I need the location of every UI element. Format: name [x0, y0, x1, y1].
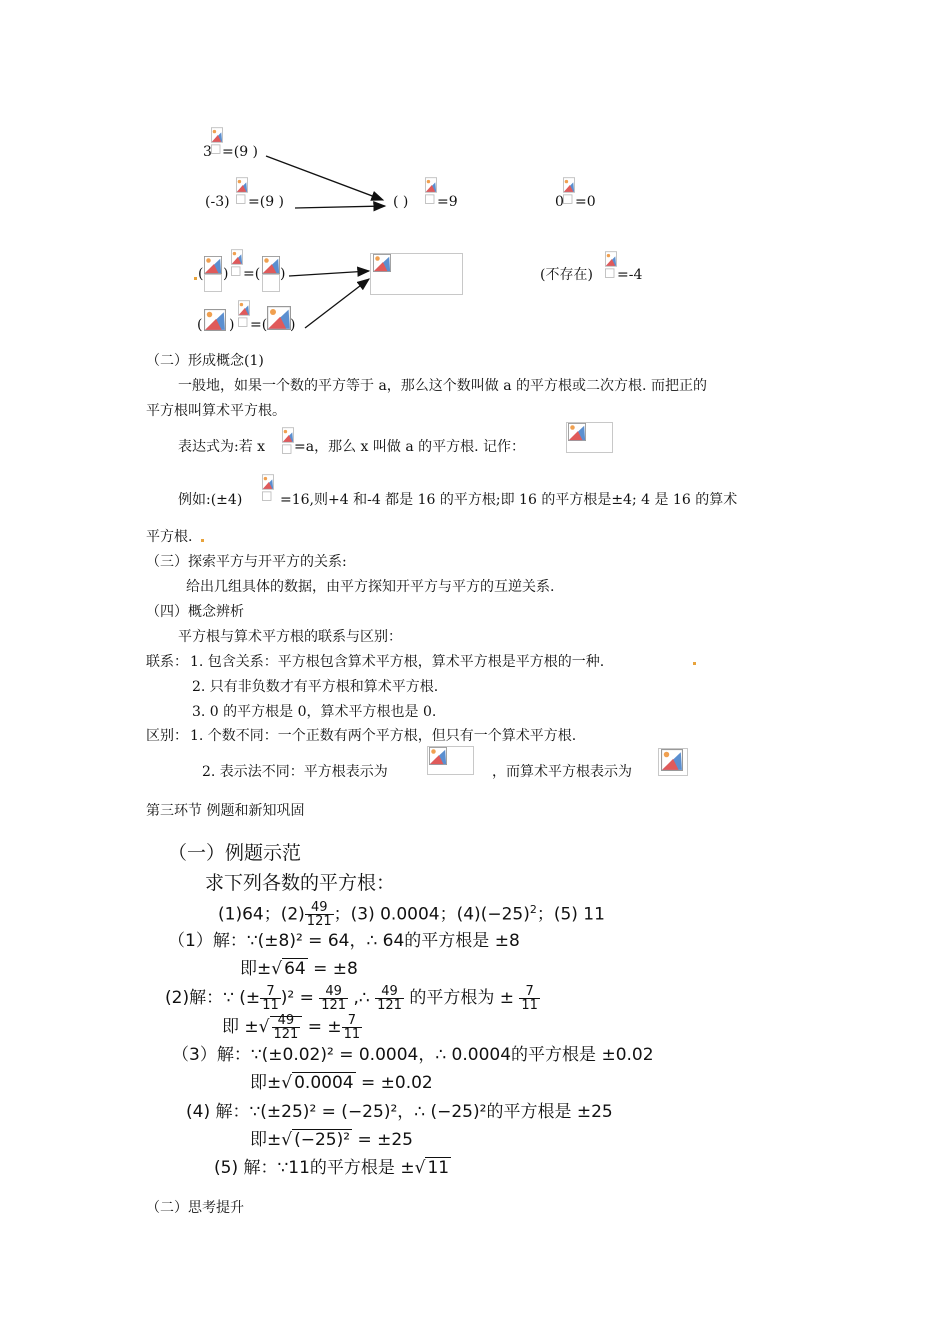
row1-base: 3 — [203, 144, 212, 160]
example-prefix: 例如:(±4) — [178, 492, 243, 508]
section2-heading: （二）形成概念(1) — [146, 353, 264, 369]
section4-intro: 平方根与算术平方根的联系与区别： — [178, 629, 402, 645]
lower-b-close: ) — [290, 317, 296, 333]
solution-1-a: （1）解：∵(±8)² = 64，∴ 64的平方根是 ±8 — [168, 931, 520, 951]
solution-4-a: (4) 解：∵(±25)² = (−25)²，∴ (−25)²的平方根是 ±25 — [186, 1102, 613, 1122]
problem-exp: 2 — [529, 903, 537, 916]
lower-b-open: ( — [197, 317, 203, 333]
lower-b-mid: ) — [229, 317, 235, 333]
lower-a-mid: ) — [223, 266, 229, 282]
zero-result: =0 — [575, 194, 596, 210]
image-placeholder-icon — [282, 426, 294, 456]
problem-paren: (−25) — [480, 904, 530, 925]
image-placeholder-icon — [425, 176, 437, 206]
solution-3-a: （3）解：∵(±0.02)² = 0.0004，∴ 0.0004的平方根是 ±0.02 — [172, 1045, 654, 1065]
problem-part-2: ；(3) 0.0004；(4) — [333, 904, 481, 925]
arrow-3 — [289, 271, 369, 276]
solution-2-a: (2)解：∵ (± $\frac{7}{11}$ )² = $\frac{49}{121}$ ,∴ $\frac{49}{121}$ 的平方根为 ± $\frac{7}{11}$ — [165, 983, 538, 1013]
link-label: 联系： — [146, 654, 188, 670]
solution-4-b: 即±√ (−25)² = ±25 — [250, 1130, 413, 1150]
arrow-2 — [295, 206, 385, 208]
example-rest: =16,则+4 和-4 都是 16 的平方根;即 16 的平方根是±4; 4 是 16 的算术 — [280, 492, 738, 508]
section5-heading: 第三环节 例题和新知巩固 — [146, 803, 305, 819]
example-task: 求下列各数的平方根： — [205, 872, 396, 894]
link-item-1: 1. 包含关系：平方根包含算术平方根，算术平方根是平方根的一种. — [190, 654, 605, 670]
picture-icon — [204, 256, 222, 274]
empty-box — [204, 274, 222, 292]
lower-a-close: ) — [280, 266, 286, 282]
image-placeholder-icon — [236, 176, 248, 206]
picture-icon — [568, 423, 586, 441]
link-item-3: 3. 0 的平方根是 0，算术平方根也是 0. — [192, 704, 437, 720]
solution-2-b: 即 ±√ $\frac{49}{121}$ = ± $\frac{7}{11}$ — [222, 1012, 361, 1042]
not-exist-result: =-4 — [617, 267, 643, 283]
picture-icon — [267, 305, 291, 331]
expression-rest: =a，那么 x 叫做 a 的平方根. 记作： — [294, 439, 526, 455]
arrow-4 — [305, 279, 369, 328]
zero-base: 0 — [555, 194, 564, 210]
center-paren: ( ) — [393, 194, 409, 210]
orange-dot — [194, 277, 197, 280]
diff-item-2-b: ，而算术平方根表示为 — [492, 764, 632, 780]
fraction: $\frac{49}{121}$ — [306, 900, 332, 930]
diff-label: 区别： — [146, 728, 188, 744]
solution-5: (5) 解：∵11的平方根是 ±√ 11 — [214, 1158, 450, 1178]
row2-result: =(9 ) — [248, 194, 285, 210]
image-placeholder-icon — [563, 176, 575, 206]
diff-item-1: 1. 个数不同：一个正数有两个平方根，但只有一个算术平方根. — [190, 728, 577, 744]
section2-para-line2: 平方根叫算术平方根。 — [146, 403, 286, 419]
example-title: （一）例题示范 — [168, 842, 302, 864]
picture-icon — [262, 256, 280, 274]
section3-heading: （三）探索平方与开平方的关系: — [146, 554, 347, 570]
orange-dot — [201, 539, 204, 542]
picture-icon — [373, 254, 391, 272]
solution-3-b: 即±√ 0.0004 = ±0.02 — [250, 1073, 433, 1093]
picture-icon — [203, 309, 227, 331]
center-result: =9 — [437, 194, 458, 210]
picture-icon — [660, 749, 684, 771]
arrow-diagram — [0, 0, 950, 340]
image-placeholder-icon — [605, 250, 617, 280]
section6-heading: （二）思考提升 — [146, 1200, 244, 1216]
section4-heading: （四）概念辨析 — [146, 604, 244, 620]
problem-list — [218, 893, 605, 932]
problem-part-1: (1)64；(2) — [218, 904, 305, 925]
link-item-2: 2. 只有非负数才有平方根和算术平方根. — [192, 679, 439, 695]
section2-para-line1: 一般地，如果一个数的平方等于 a，那么这个数叫做 a 的平方根或二次方根. 而把正的 — [178, 378, 707, 394]
picture-icon — [429, 747, 447, 765]
lower-b-eq: =( — [250, 317, 268, 333]
diff-item-2-a: 2. 表示法不同：平方根表示为 — [202, 764, 388, 780]
example-line2: 平方根. — [146, 529, 193, 545]
problem-part-3: ；(5) 11 — [536, 904, 605, 925]
lower-a-open: ( — [198, 266, 204, 282]
section3-body: 给出几组具体的数据，由平方探知开平方与平方的互逆关系. — [186, 579, 555, 595]
image-placeholder-icon — [238, 299, 250, 329]
row2-base: (-3) — [205, 194, 230, 210]
lower-a-eq: =( — [243, 266, 261, 282]
solution-1-b: 即±√ 64 = ±8 — [240, 959, 358, 979]
image-placeholder-icon — [262, 473, 274, 503]
orange-dot — [693, 662, 696, 665]
not-exist-label: (不存在) — [540, 267, 593, 283]
empty-box — [262, 274, 280, 292]
image-placeholder-icon — [231, 248, 243, 278]
row1-result: =(9 ) — [222, 144, 259, 160]
expression-prefix: 表达式为:若 x — [178, 439, 266, 455]
